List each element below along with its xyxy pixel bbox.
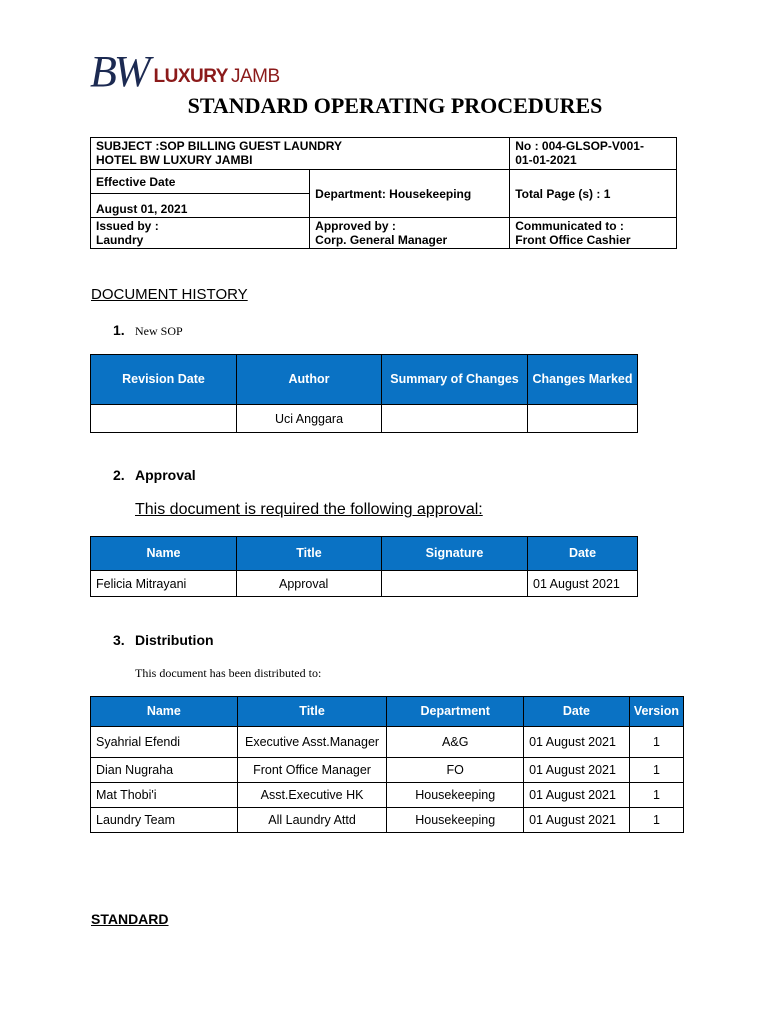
distribution-cell-version: 1 bbox=[629, 758, 683, 783]
logo-jamb-text: JAMB bbox=[230, 66, 280, 87]
approval-cell-title: Approval bbox=[237, 571, 382, 597]
distribution-cell-date: 01 August 2021 bbox=[524, 808, 630, 833]
distribution-cell-version: 1 bbox=[629, 808, 683, 833]
distribution-cell-date: 01 August 2021 bbox=[524, 758, 630, 783]
distribution-cell-name: Dian Nugraha bbox=[91, 758, 238, 783]
doc-number-cell bbox=[510, 138, 677, 170]
sop-header-table bbox=[90, 137, 677, 249]
approval-cell-name: Felicia Mitrayani bbox=[91, 571, 237, 597]
distribution-cell-date: 01 August 2021 bbox=[524, 727, 630, 758]
approval-header-signature: Signature bbox=[382, 537, 528, 571]
table-row bbox=[91, 808, 684, 833]
department-cell: Department: Housekeeping bbox=[310, 170, 510, 218]
approval-header-title: Title bbox=[237, 537, 382, 571]
hotel-logo bbox=[90, 42, 280, 94]
doc-number-line-2: 01-01-2021 bbox=[515, 153, 577, 167]
logo-luxury-text: LUXURY bbox=[153, 66, 228, 87]
effective-date-value: August 01, 2021 bbox=[91, 194, 310, 218]
approval-required-text: This document is required the following approval: bbox=[135, 501, 483, 518]
distribution-header-name: Name bbox=[91, 697, 238, 727]
distribution-heading bbox=[113, 632, 214, 648]
approval-heading-text: Approval bbox=[135, 467, 196, 483]
distribution-cell-title: Asst.Executive HK bbox=[237, 783, 387, 808]
history-cell-changes-marked bbox=[528, 405, 638, 433]
communicated-to-cell bbox=[510, 218, 677, 249]
approved-by-value: Corp. General Manager bbox=[315, 233, 448, 247]
distribution-cell-date: 01 August 2021 bbox=[524, 783, 630, 808]
approval-number: 2. bbox=[113, 467, 125, 483]
distribution-cell-title: Front Office Manager bbox=[237, 758, 387, 783]
history-header-changes-marked: Changes Marked bbox=[528, 355, 638, 405]
distribution-cell-department: Housekeeping bbox=[387, 808, 524, 833]
subject-line-1: SUBJECT :SOP BILLING GUEST LAUNDRY bbox=[96, 139, 343, 153]
distribution-header-title: Title bbox=[237, 697, 387, 727]
communicated-to-label: Communicated to : bbox=[515, 219, 624, 233]
distribution-cell-department: FO bbox=[387, 758, 524, 783]
document-history-heading: DOCUMENT HISTORY bbox=[91, 286, 248, 303]
approval-cell-signature bbox=[382, 571, 528, 597]
approval-cell-date: 01 August 2021 bbox=[528, 571, 638, 597]
issued-by-value: Laundry bbox=[96, 233, 144, 247]
distribution-cell-version: 1 bbox=[629, 783, 683, 808]
subject-cell bbox=[91, 138, 510, 170]
table-row bbox=[91, 727, 684, 758]
doc-number-line-1: No : 004-GLSOP-V001- bbox=[515, 139, 644, 153]
history-header-summary: Summary of Changes bbox=[382, 355, 528, 405]
history-header-author: Author bbox=[237, 355, 382, 405]
approval-heading bbox=[113, 467, 196, 483]
history-cell-summary bbox=[382, 405, 528, 433]
approval-header-date: Date bbox=[528, 537, 638, 571]
distribution-intro: This document has been distributed to: bbox=[135, 666, 322, 680]
distribution-header-department: Department bbox=[387, 697, 524, 727]
history-cell-author: Uci Anggara bbox=[237, 405, 382, 433]
history-item-1 bbox=[113, 322, 183, 340]
history-item-text: New SOP bbox=[135, 324, 183, 338]
distribution-cell-version: 1 bbox=[629, 727, 683, 758]
distribution-heading-text: Distribution bbox=[135, 632, 214, 648]
distribution-header-date: Date bbox=[524, 697, 630, 727]
history-item-number: 1. bbox=[113, 322, 125, 338]
subject-line-2: HOTEL BW LUXURY JAMBI bbox=[96, 153, 253, 167]
issued-by-cell bbox=[91, 218, 310, 249]
approval-table bbox=[90, 536, 638, 597]
document-history-table bbox=[90, 354, 638, 433]
effective-date-label: Effective Date bbox=[91, 170, 310, 194]
table-row bbox=[91, 571, 638, 597]
communicated-to-value: Front Office Cashier bbox=[515, 233, 631, 247]
history-header-revision-date: Revision Date bbox=[91, 355, 237, 405]
table-row bbox=[91, 405, 638, 433]
document-title: STANDARD OPERATING PROCEDURES bbox=[187, 93, 603, 118]
distribution-cell-name: Mat Thobi'i bbox=[91, 783, 238, 808]
distribution-cell-name: Laundry Team bbox=[91, 808, 238, 833]
table-row bbox=[91, 783, 684, 808]
issued-by-label: Issued by : bbox=[96, 219, 159, 233]
distribution-cell-title: Executive Asst.Manager bbox=[237, 727, 387, 758]
distribution-cell-department: Housekeeping bbox=[387, 783, 524, 808]
distribution-table bbox=[90, 696, 684, 833]
approved-by-cell bbox=[310, 218, 510, 249]
table-row bbox=[91, 758, 684, 783]
distribution-header-version: Version bbox=[629, 697, 683, 727]
distribution-cell-title: All Laundry Attd bbox=[237, 808, 387, 833]
logo-bw-mark: BW bbox=[90, 47, 148, 96]
standard-heading: STANDARD bbox=[91, 911, 169, 927]
distribution-cell-department: A&G bbox=[387, 727, 524, 758]
total-pages-cell: Total Page (s) : 1 bbox=[510, 170, 677, 218]
distribution-cell-name: Syahrial Efendi bbox=[91, 727, 238, 758]
approved-by-label: Approved by : bbox=[315, 219, 396, 233]
distribution-number: 3. bbox=[113, 632, 125, 648]
history-cell-revision-date bbox=[91, 405, 237, 433]
approval-header-name: Name bbox=[91, 537, 237, 571]
